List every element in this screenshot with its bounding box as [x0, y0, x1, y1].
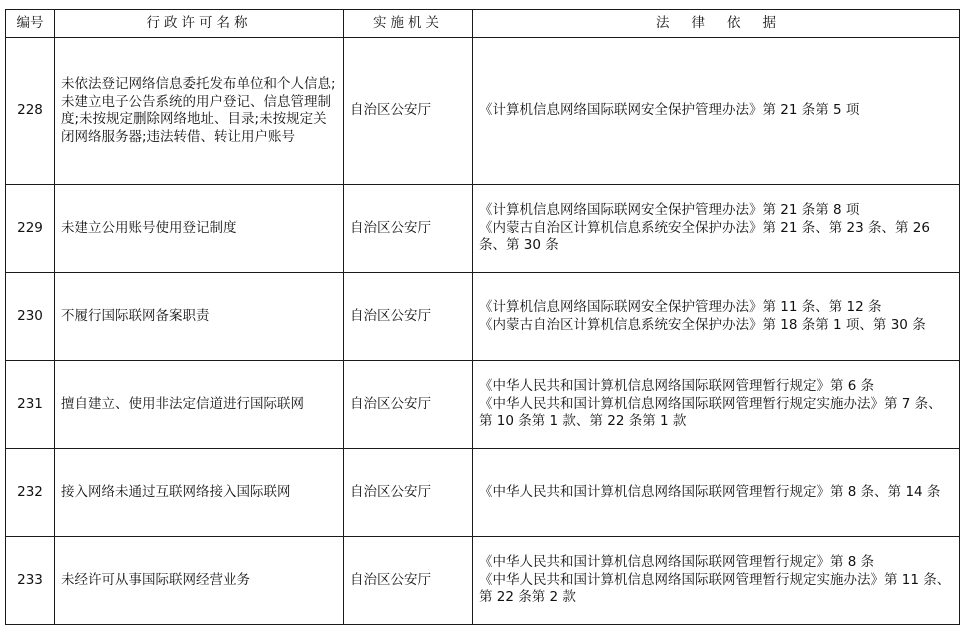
- row-number: 233: [6, 537, 55, 625]
- row-license-name: 未建立公用账号使用登记制度: [55, 185, 344, 273]
- row-legal-basis: [473, 449, 960, 537]
- row-legal-basis: [473, 537, 960, 625]
- row-agency: 自治区公安厅: [344, 361, 473, 449]
- row-license-name: 未经许可从事国际联网经营业务: [55, 537, 344, 625]
- table-row: [6, 361, 960, 449]
- row-number: 231: [6, 361, 55, 449]
- header-name: 行政许可名称: [55, 10, 344, 38]
- header-basis: 法律依据: [473, 10, 960, 38]
- row-license-name: 接入网络未通过互联网络接入国际联网: [55, 449, 344, 537]
- legal-basis-line: 《计算机信息网络国际联网安全保护管理办法》第 21 条第 5 项: [479, 102, 860, 119]
- row-legal-basis: [473, 185, 960, 273]
- legal-basis-line: 《计算机信息网络国际联网安全保护管理办法》第 11 条、第 12 条: [479, 299, 882, 315]
- table-row: [6, 449, 960, 537]
- legal-basis-line: 《中华人民共和国计算机信息网络国际联网管理暂行规定实施办法》第 11 条、第 22 条第 2 款: [479, 571, 951, 606]
- row-agency: 自治区公安厅: [344, 273, 473, 361]
- row-license-name: 不履行国际联网备案职责: [55, 273, 344, 361]
- row-number: 232: [6, 449, 55, 537]
- row-agency: 自治区公安厅: [344, 449, 473, 537]
- header-number: 编号: [6, 10, 55, 38]
- table-row: [6, 273, 960, 361]
- row-license-name: 擅自建立、使用非法定信道进行国际联网: [55, 361, 344, 449]
- table-header-row: [6, 10, 960, 38]
- row-legal-basis: [473, 273, 960, 361]
- row-number: 230: [6, 273, 55, 361]
- legal-basis-line: 《计算机信息网络国际联网安全保护管理办法》第 21 条第 8 项: [479, 202, 860, 219]
- row-agency: 自治区公安厅: [344, 38, 473, 185]
- legal-basis-line: 《中华人民共和国计算机信息网络国际联网管理暂行规定》第 6 条: [479, 378, 875, 395]
- table-row: [6, 537, 960, 625]
- legal-basis-line: 《内蒙古自治区计算机信息系统安全保护办法》第 21 条、第 23 条、第 26 条、第 30 条: [479, 219, 930, 254]
- row-agency: 自治区公安厅: [344, 537, 473, 625]
- row-license-name: 未依法登记网络信息委托发布单位和个人信息;未建立电子公告系统的用户登记、信息管理制度;未按规定删除网络地址、目录;未按规定关闭网络服务器;违法转借、转让用户账号: [55, 38, 344, 185]
- row-legal-basis: [473, 38, 960, 185]
- row-number: 229: [6, 185, 55, 273]
- row-number: 228: [6, 38, 55, 185]
- legal-basis-line: 《内蒙古自治区计算机信息系统安全保护办法》第 18 条第 1 项、第 30 条: [479, 316, 926, 333]
- header-agency: 实施机关: [344, 10, 473, 38]
- legal-basis-line: 《中华人民共和国计算机信息网络国际联网管理暂行规定》第 8 条: [479, 554, 875, 571]
- legal-basis-line: 《中华人民共和国计算机信息网络国际联网管理暂行规定实施办法》第 7 条、第 10 条第 1 款、第 22 条第 1 款: [479, 395, 942, 430]
- row-legal-basis: [473, 361, 960, 449]
- table-row: [6, 38, 960, 185]
- table-row: [6, 185, 960, 273]
- row-agency: 自治区公安厅: [344, 185, 473, 273]
- administrative-license-table: [5, 9, 960, 625]
- legal-basis-line: 《中华人民共和国计算机信息网络国际联网管理暂行规定》第 8 条、第 14 条: [479, 483, 941, 500]
